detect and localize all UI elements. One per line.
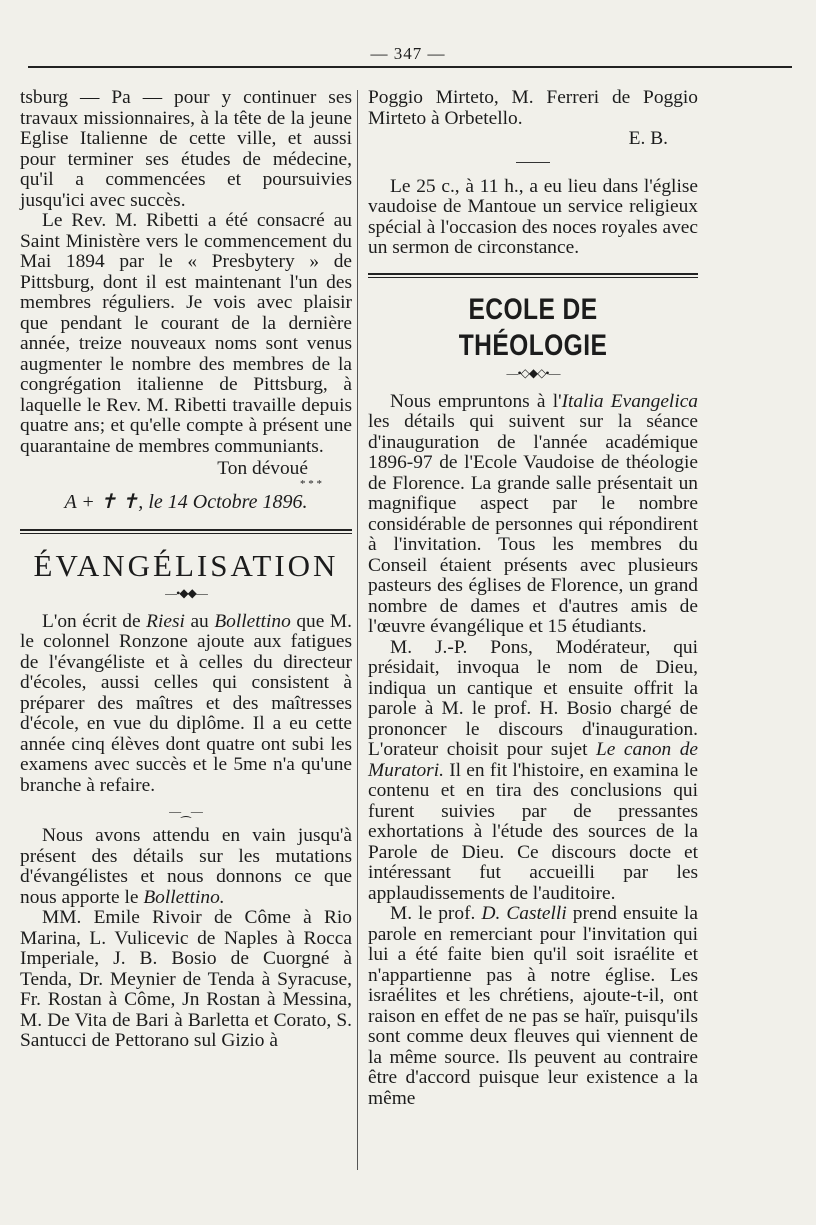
left-paragraph-3 (20, 612, 352, 797)
p3-text-c: que M. le colonnel Ronzone ajoute aux fatigues de l'évangéliste et à celles du directeur d'écoles, aussi celles qui consistent à préparer des maîtres et des maîtresses d'école, en vue du diplôme. Il a eu cette année cinq élèves dont quatre ont subi les examens avec succès et le 5me n'a qu'une branche à refaire. (20, 610, 352, 796)
r5-castelli: D. Castelli (481, 903, 567, 924)
heading-ornament: —•◆◆— (165, 585, 207, 600)
r3-italia: Italia Evangelica (561, 390, 699, 412)
header-rule (28, 66, 792, 68)
right-paragraph-1: Poggio Mirteto, M. Ferreri de Poggio Mirteto à Orbetello. (368, 87, 698, 129)
r5-text-a: M. le prof. (390, 903, 482, 924)
left-column (20, 88, 352, 1052)
dateline-place: A + ✝ ✝, (64, 490, 144, 513)
right-paragraph-2: Le 25 c., à 11 h., a eu lieu dans l'église vaudoise de Mantoue un service religieux spécial à l'occasion des noces royales avec un sermon de circonstance. (368, 175, 698, 258)
section-heading-ecole: ECOLE DE THÉOLOGIE (458, 292, 608, 362)
p3-text-b: au (184, 610, 215, 632)
p4-bollettino: Bollettino. (143, 886, 225, 908)
page-number: — 347 — (370, 44, 446, 63)
heading-ornament-right: —•◇◆◇•— (506, 365, 560, 380)
p4-text-a: Nous avons attendu en vain jusqu'à présent des détails sur les mutations d'évangélistes et nous donnons ce que nous apporte le (20, 825, 352, 908)
section-rule-right (368, 273, 698, 278)
right-paragraph-5 (368, 904, 698, 1109)
right-paragraph-4 (368, 638, 698, 905)
column-divider (357, 90, 358, 1170)
left-paragraph-2: Le Rev. M. Ribetti a été consacré au Saint Ministère vers le commencement du Mai 1894 par le « Presbytery » de Pittsburg, dont il est maintenant l'un des membres réguliers. Je vois avec plaisir que pendant le courant de la dernière année, treize nouveaux noms sont venus augmenter le nombre des membres de la congrégation italienne de Pittsburg, à laquelle le Rev. M. Ribetti travaille depuis quatre ans; et qu'elle compte à présent une quarantaine de membres communiants. (20, 210, 352, 457)
r4-canon: Le canon de Muratori. (368, 739, 698, 781)
right-column (368, 88, 698, 1109)
r3-text-b: les détails qui suivent sur la séance d'inauguration de l'année académique 1896-97 de l'Ecole Vaudoise de théologie de Florence. La grande salle présentait un magnifique aspect par le nombre considérable de personnes qui répondirent à l'invitation. Tous les membres du Conseil étaient présents avec plusieurs pasteurs des églises de Florence, un grand nombre de dames et d'autres amis de l'œuvre évangélique et 15 étudiants. (368, 411, 698, 637)
p3-text-a: L'on écrit de (42, 610, 147, 632)
right-paragraph-3 (368, 392, 698, 638)
signature-stars: * * * (300, 477, 322, 490)
r4-text-b: Il en fit l'histoire, en examina le contenu et en tira des conclusions qui furent suivies par de pressantes exhortations à l'étude des sources de la Parole de Dieu. Ce discours docte et intéressant fut accueilli par les applaudissements de l'auditoire. (368, 759, 698, 904)
dateline-date: le 14 Octobre 1896. (148, 490, 308, 513)
section-rule (20, 529, 352, 534)
left-paragraph-1: tsburg — Pa — pour y continuer ses travaux missionnaires, à la tête de la jeune Eglise Italienne de cette ville, et aussi pour terminer ses études de médecine, qu'il a commencées et poursuivies jusqu'ici avec succès. (20, 87, 352, 211)
left-paragraph-4 (20, 826, 352, 908)
r4-text-a: M. J.-P. Pons, Modérateur, qui présidait, invoqua le nom de Dieu, indiqua un cantique et ensuite offrit la parole à M. le prof. H. Bosio chargé de prononcer le discours d'inauguration. L'orateur choisit pour sujet (368, 636, 698, 760)
small-ornament: —⁔— (169, 804, 203, 818)
r5-text-b: prend ensuite la parole en remerciant pour l'invitation qui lui a été faite bien qu'il soit israélite et n'appartienne pas à notre église. Les israélites et les chrétiens, ajoute-t-il, ont raison en effet de ne pas se haïr, puisqu'ils sont comme deux fleuves qui viennent de la même source. Ils peuvent au contraire être d'accord puisque leur existence a la même (368, 903, 698, 1109)
r3-text-a: Nous empruntons à l' (390, 390, 562, 412)
p3-bollettino: Bollettino (214, 610, 291, 632)
signoff: Ton dévoué (217, 458, 308, 479)
right-signature: E. B. (628, 128, 668, 149)
dateline (20, 489, 352, 515)
p3-riesi: Riesi (146, 610, 185, 632)
left-paragraph-5: MM. Emile Rivoir de Côme à Rio Marina, L. Vulicevic de Naples à Rocca Imperiale, J. B. Bosio de Cuorgné à Tenda, Dr. Meynier de Tenda à Syracuse, Fr. Rostan à Côme, Jn Rostan à Messina, M. De Vita de Bari à Barletta et Corato, S. Santucci de Pettorano sul Gizio à (20, 907, 352, 1051)
section-heading-evangelisation: ÉVANGÉLISATION (33, 547, 339, 583)
short-rule (516, 162, 550, 163)
